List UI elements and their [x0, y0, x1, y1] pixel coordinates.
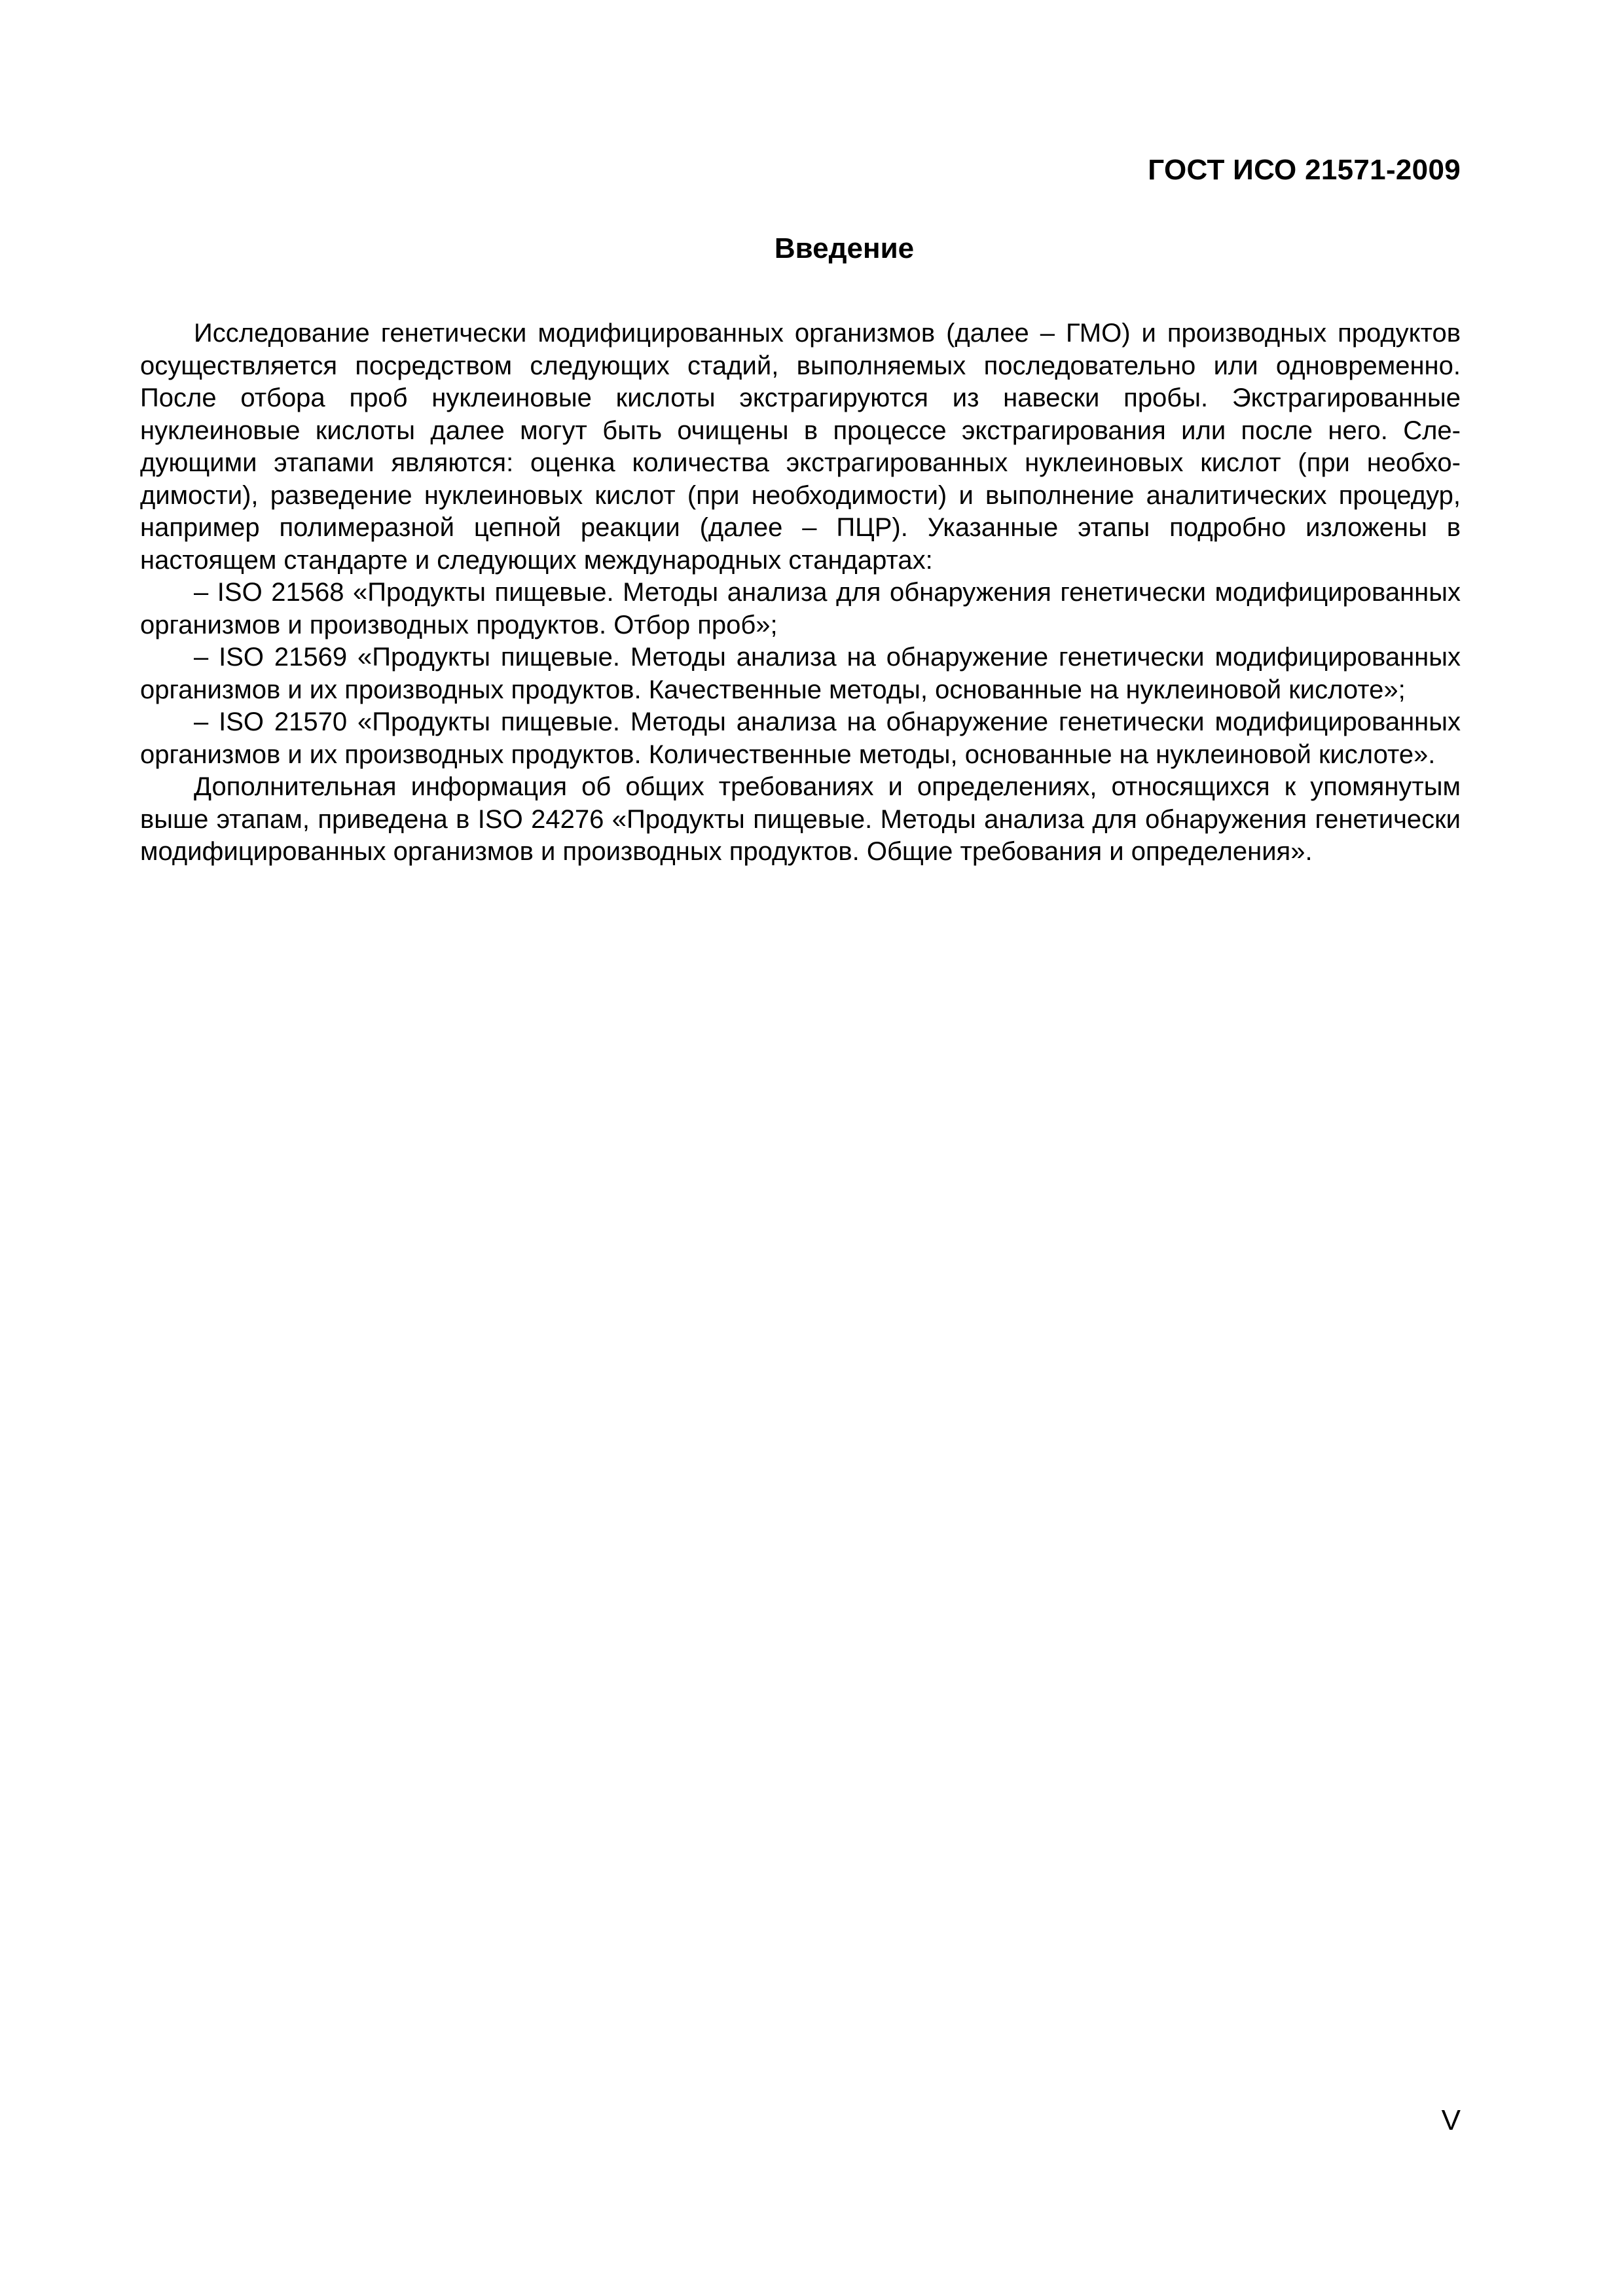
page-number: V	[1441, 2104, 1461, 2136]
document-code-header: ГОСТ ИСО 21571-2009	[1148, 154, 1461, 186]
list-item-iso-21568: – ISO 21568 «Продукты пищевые. Методы анализа для обнаружения генетически модифицированных организмов и производных продуктов. Отбор проб»;	[140, 578, 1461, 639]
section-title: Введение	[774, 232, 915, 264]
introduction-body	[140, 317, 1461, 869]
paragraph-intro: Исследование генетически модифицированных организмов (далее – ГМО) и производных продуктов осуществляется посредством следующих стадий, выполняемых последовательно или одновременно. После отбора проб нуклеиновые кислоты экстрагируются из навески пробы. Экстрагированные нуклеиновые кислоты далее могут быть очищены в процессе экстрагирования или после него. Следующими этапами являются: оценка количества экстрагированных нуклеиновых кислот (при необходимости), разведение нуклеиновых кислот (при необходимости) и выполнение аналитических процедур, например полимеразной цепной реакции (далее – ПЦР). Указанные этапы подробно изложены в настоящем стандарте и следующих международных стандартах:	[140, 319, 1461, 575]
list-item-iso-21569: – ISO 21569 «Продукты пищевые. Методы анализа на обнаружение генетически модифицированных организмов и их производных продуктов. Качественные методы, основанные на нуклеиновой кислоте»;	[140, 643, 1461, 704]
paragraph-additional-info: Дополнительная информация об общих требованиях и определениях, относящихся к упомянутым выше этапам, приведена в ISO 24276 «Продукты пищевые. Методы анализа для обнаружения генетически модифицированных организмов и производных продуктов. Общие требования и определения».	[140, 772, 1461, 866]
list-item-iso-21570: – ISO 21570 «Продукты пищевые. Методы анализа на обнаружение генетически модифицированных организмов и их производных продуктов. Количественные методы, основанные на нуклеиновой кислоте».	[140, 708, 1461, 769]
